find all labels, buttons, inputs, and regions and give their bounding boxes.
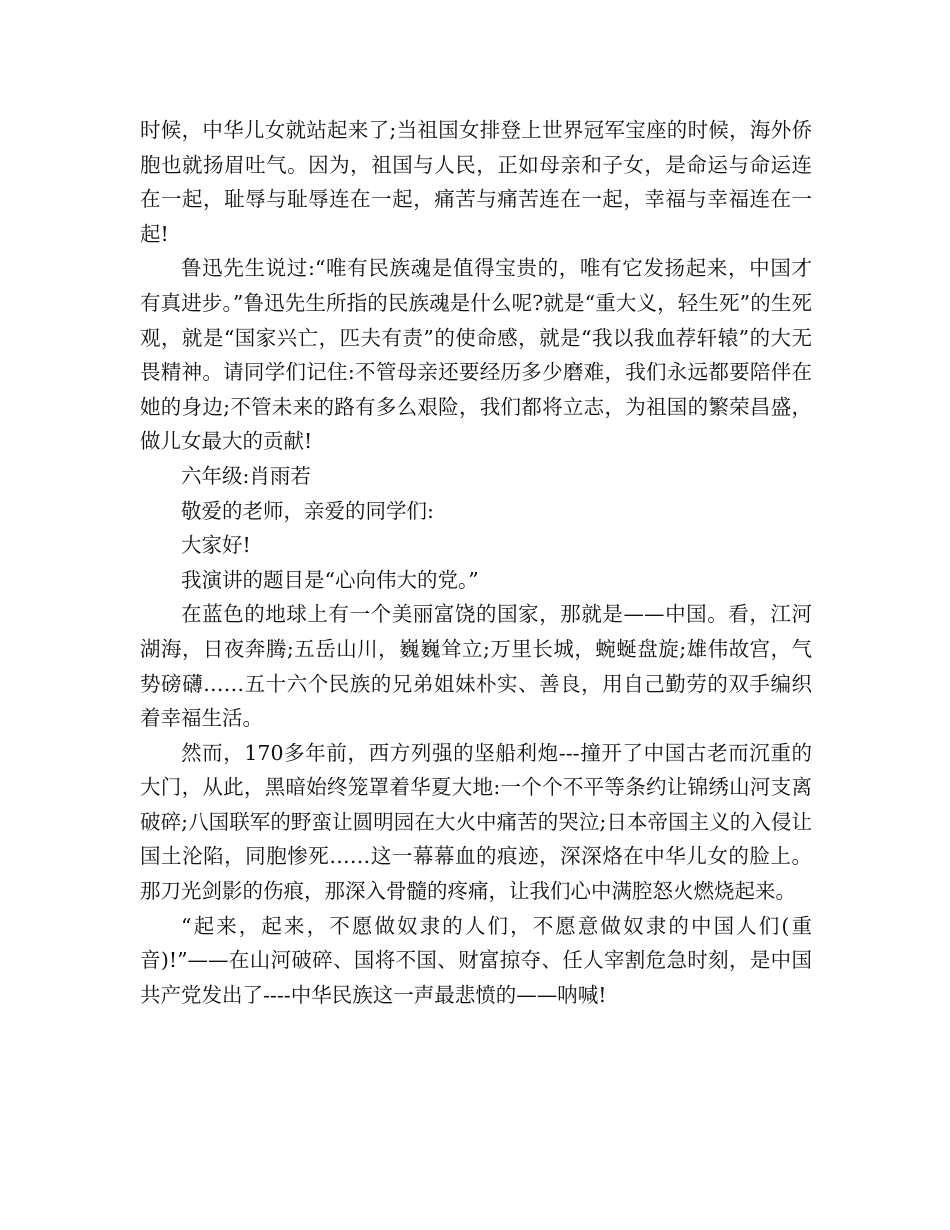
document-page — [140, 113, 812, 1012]
paragraph-4: 敬爱的老师，亲爱的同学们: — [181, 498, 434, 523]
paragraph-9: “起来，起来，不愿做奴隶的人们，不愿意做奴隶的中国人们(重音)!”——在山河破碎、国将不国、财富掠夺、任人宰割危急时刻，是中国共产党发出了----中华民族这一声最悲愤的——呐喊! — [140, 913, 812, 1007]
paragraph-3: 六年级:肖雨若 — [181, 463, 311, 488]
paragraph-2: 鲁迅先生说过:“唯有民族魂是值得宝贵的，唯有它发扬起来，中国才有真进步。”鲁迅先生所指的民族魂是什么呢?就是“重大义，轻生死”的生死观，就是“国家兴亡，匹夫有责”的使命感，就是“我以我血荐轩辕”的大无畏精神。请同学们记住:不管母亲还要经历多少磨难，我们永远都要陪伴在她的身边;不管未来的路有多么艰险，我们都将立志，为祖国的繁荣昌盛，做儿女最大的贡献! — [140, 256, 812, 454]
paragraph-5: 大家好! — [181, 533, 251, 558]
paragraph-8: 然而，170多年前，西方列强的坚船利炮---撞开了中国古老而沉重的大门，从此，黑暗始终笼罩着华夏大地:一个个不平等条约让锦绣山河支离破碎;八国联军的野蛮让圆明园在大火中痛苦的哭泣;日本帝国主义的入侵让国土沦陷，同胞惨死……这一幕幕血的痕迹，深深烙在中华儿女的脸上。那刀光剑影的伤痕，那深入骨髓的疼痛，让我们心中满腔怒火燃烧起来。 — [140, 740, 812, 904]
paragraph-6: 我演讲的题目是“心向伟大的党。” — [181, 567, 479, 592]
paragraph-1: 时候，中华儿女就站起来了;当祖国女排登上世界冠军宝座的时候，海外侨胞也就扬眉吐气。因为，祖国与人民，正如母亲和子女，是命运与命运连在一起，耻辱与耻辱连在一起，痛苦与痛苦连在一起，幸福与幸福连在一起! — [140, 118, 812, 246]
paragraph-7: 在蓝色的地球上有一个美丽富饶的国家，那就是——中国。看，江河湖海，日夜奔腾;五岳山川，巍巍耸立;万里长城，蜿蜒盘旋;雄伟故宫，气势磅礴……五十六个民族的兄弟姐妹朴实、善良，用自己勤劳的双手编织着幸福生活。 — [140, 602, 812, 731]
